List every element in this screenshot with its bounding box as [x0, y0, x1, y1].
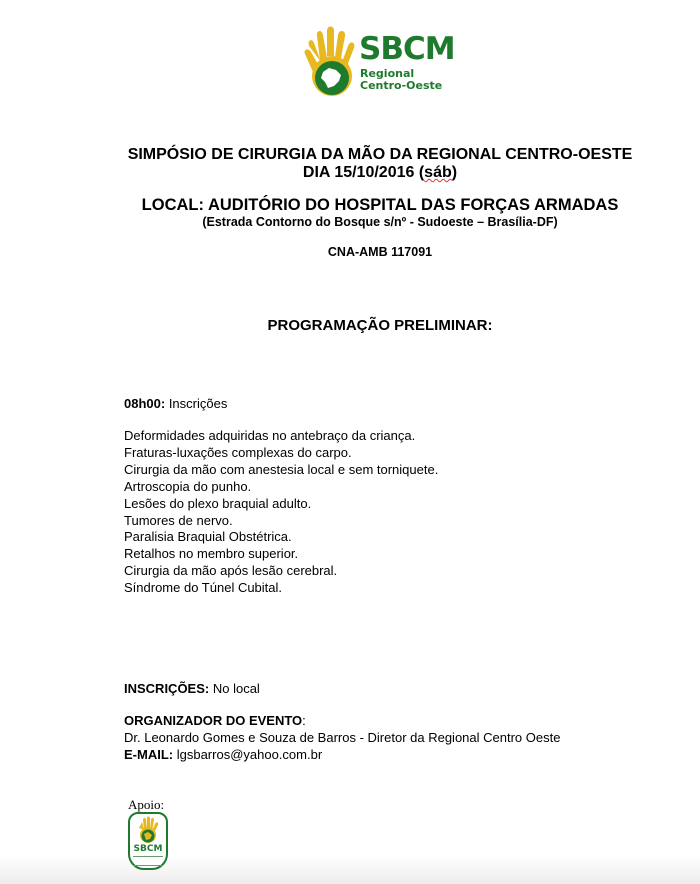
topic-item: Retalhos no membro superior. [124, 546, 299, 562]
topic-item: Tumores de nervo. [124, 512, 233, 528]
schedule-item [124, 396, 227, 413]
topic-item: Deformidades adquiridas no antebraço da criança. [124, 428, 416, 443]
email-label: E-MAIL: [124, 746, 174, 762]
topic-item: Cirurgia da mão com anestesia local e sem torniquete. [124, 461, 439, 477]
topic-item: Síndrome do Túnel Cubital. [124, 580, 283, 596]
email-address[interactable]: lgsbarros@yahoo.com.br [173, 746, 323, 762]
topic-item: Paralisia Braquial Obstétrica. [124, 529, 292, 545]
schedule-activity: Inscrições [165, 396, 228, 411]
location-address: (Estrada Contorno do Bosque s/nº - Sudoeste – Brasília-DF) [202, 215, 558, 229]
logo-subtitle [360, 68, 442, 92]
logo-subtitle-line1: Regional [360, 67, 415, 80]
organizer-colon: : [302, 713, 306, 728]
organizer-name: Dr. Leonardo Gomes e Souza de Barros - Diretor da Regional Centro Oeste [124, 729, 561, 745]
support-logo-caption [133, 856, 163, 866]
organizer-heading [124, 713, 560, 730]
event-title [0, 146, 700, 182]
event-day: sáb [424, 164, 452, 181]
organizer-email-line [124, 747, 560, 764]
topic-item: Lesões do plexo braquial adulto. [124, 495, 312, 511]
sbcm-regional-logo [303, 26, 463, 100]
topic-item: Cirurgia da mão após lesão cerebral. [124, 563, 338, 579]
cna-code: CNA-AMB 117091 [327, 245, 433, 259]
event-date-suffix: ) [451, 164, 458, 181]
event-date [0, 164, 700, 182]
topic-item: Fraturas-luxações complexas do carpo. [124, 444, 352, 460]
topic-item: Artroscopia do punho. [124, 478, 252, 494]
schedule-time: 08h00: [124, 396, 166, 411]
event-date-prefix: DIA 15/10/2016 ( [302, 164, 425, 181]
logo-title: SBCM [359, 31, 455, 67]
location-heading: LOCAL: AUDITÓRIO DO HOSPITAL DAS FORÇAS ARMADAS [141, 196, 619, 214]
registration-info [124, 681, 260, 698]
program-heading: PROGRAMAÇÃO PRELIMINAR: [267, 317, 493, 334]
sbcm-support-logo [128, 812, 168, 870]
event-title-line1: SIMPÓSIO DE CIRURGIA DA MÃO DA REGIONAL CENTRO-OESTE [127, 146, 633, 163]
support-label: Apoio: [128, 797, 165, 812]
registration-label: INSCRIÇÕES: [124, 681, 210, 696]
organizer-label: ORGANIZADOR DO EVENTO [124, 713, 303, 728]
hand-with-map-icon [303, 26, 359, 100]
registration-value: No local [209, 681, 260, 696]
organizer-section [124, 713, 560, 764]
support-logo-text: SBCM [133, 844, 163, 854]
hand-with-map-icon [130, 816, 166, 846]
logo-subtitle-line2: Centro-Oeste [360, 79, 443, 92]
topic-list [124, 428, 438, 597]
